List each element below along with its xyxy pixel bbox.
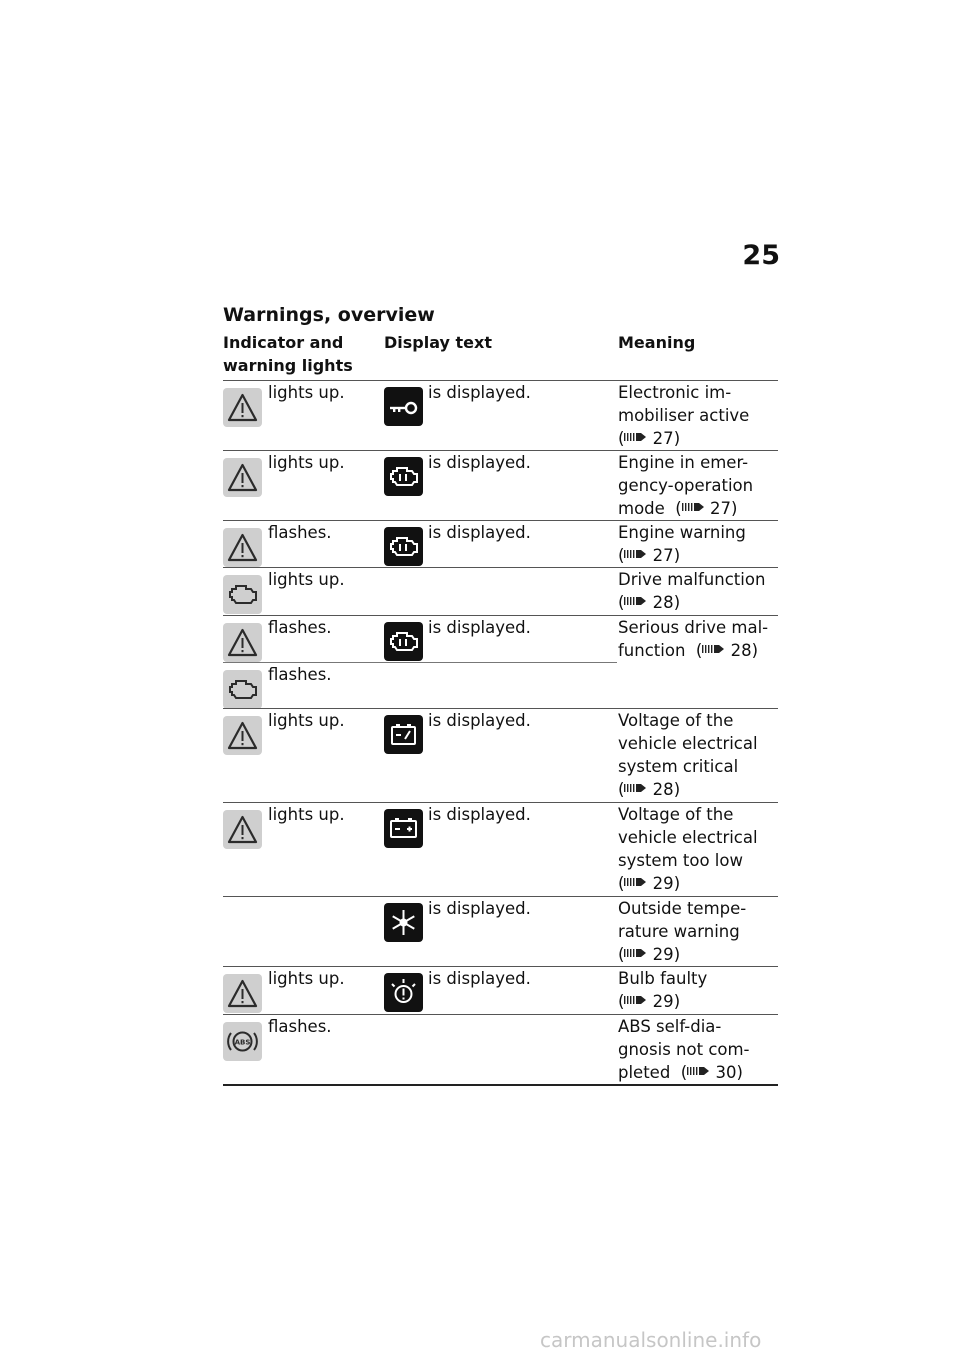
page-reference-number: 27 xyxy=(647,546,674,565)
warning-triangle-icon xyxy=(223,716,262,755)
meaning-line: Drive malfunction xyxy=(618,570,766,589)
meaning-line: Outside tempe- xyxy=(618,899,747,918)
indicator-state: lights up. xyxy=(268,453,345,472)
meaning-line: Voltage of the xyxy=(618,711,734,730)
engine-icon xyxy=(384,622,423,661)
page-reference-number: 29 xyxy=(647,874,674,893)
meaning-text xyxy=(618,1015,778,1084)
page-reference-number: 29 xyxy=(647,945,674,964)
reference-arrow-icon xyxy=(624,947,647,959)
key-icon xyxy=(384,387,423,426)
meaning-line: gnosis not com- xyxy=(618,1040,750,1059)
section-title: Warnings, overview xyxy=(223,304,435,326)
warning-triangle-icon xyxy=(223,810,262,849)
meaning-text xyxy=(618,803,778,895)
indicator-state: lights up. xyxy=(268,570,345,589)
display-state: is displayed. xyxy=(428,523,531,542)
meaning-line: vehicle electrical xyxy=(618,734,758,753)
column-header-indicator: Indicator and warning lights xyxy=(223,333,353,375)
page-reference[interactable]: ( 29) xyxy=(618,992,681,1011)
indicator-state: flashes. xyxy=(268,523,332,542)
battery-voltage-icon xyxy=(384,715,423,754)
page-reference[interactable]: ( 28) xyxy=(618,593,681,612)
page-reference-number: 30 xyxy=(710,1063,737,1082)
indicator-state: lights up. xyxy=(268,969,345,988)
warning-triangle-icon xyxy=(223,458,262,497)
reference-arrow-icon xyxy=(702,643,725,655)
page-reference-number: 28 xyxy=(725,641,752,660)
reference-arrow-icon xyxy=(624,782,647,794)
indicator-state: flashes. xyxy=(268,618,332,637)
reference-arrow-icon xyxy=(624,876,647,888)
meaning-line: Electronic im- xyxy=(618,383,732,402)
indicator-state: flashes. xyxy=(268,665,332,684)
page-reference[interactable]: ( 27) xyxy=(618,546,681,565)
page-reference-number: 28 xyxy=(647,593,674,612)
meaning-line: mobiliser active xyxy=(618,406,750,425)
display-state: is displayed. xyxy=(428,805,531,824)
display-state: is displayed. xyxy=(428,618,531,637)
indicator-state: lights up. xyxy=(268,805,345,824)
reference-arrow-icon xyxy=(624,431,647,443)
meaning-line: function ( 28) xyxy=(618,641,759,660)
reference-arrow-icon xyxy=(687,1065,710,1077)
bulb-fault-icon xyxy=(384,973,423,1012)
page-number: 25 xyxy=(742,240,780,271)
meaning-line: mode ( 27) xyxy=(618,499,738,518)
engine-icon xyxy=(384,527,423,566)
page-reference-number: 27 xyxy=(704,499,731,518)
warning-triangle-icon xyxy=(223,528,262,567)
meaning-line: Engine in emer- xyxy=(618,453,749,472)
warning-triangle-icon xyxy=(223,388,262,427)
meaning-line: system too low xyxy=(618,851,743,870)
meaning-text xyxy=(618,967,778,1013)
meaning-line: vehicle electrical xyxy=(618,828,758,847)
meaning-line: ABS self-dia- xyxy=(618,1017,722,1036)
warning-triangle-icon xyxy=(223,974,262,1013)
snowflake-icon xyxy=(384,903,423,942)
indicator-state: lights up. xyxy=(268,383,345,402)
warning-triangle-icon xyxy=(223,623,262,662)
indicator-state: flashes. xyxy=(268,1017,332,1036)
meaning-text xyxy=(618,521,778,567)
page-reference-number: 28 xyxy=(647,780,674,799)
abs-icon xyxy=(223,1022,262,1061)
reference-arrow-icon xyxy=(624,994,647,1006)
column-header-meaning: Meaning xyxy=(618,333,696,352)
meaning-line: Bulb faulty xyxy=(618,969,708,988)
column-header-display: Display text xyxy=(384,333,492,352)
meaning-line: Voltage of the xyxy=(618,805,734,824)
watermark: carmanualsonline.info xyxy=(540,1328,762,1352)
page-reference-number: 27 xyxy=(647,429,674,448)
indicator-state: lights up. xyxy=(268,711,345,730)
display-state: is displayed. xyxy=(428,969,531,988)
page-reference-number: 29 xyxy=(647,992,674,1011)
engine-icon xyxy=(223,670,262,709)
page-reference[interactable]: ( 29) xyxy=(618,874,681,893)
svg-text:ABS: ABS xyxy=(234,1038,251,1047)
meaning-line: pleted ( 30) xyxy=(618,1063,743,1082)
engine-icon xyxy=(384,457,423,496)
meaning-text xyxy=(618,897,778,966)
display-state: is displayed. xyxy=(428,453,531,472)
page-reference[interactable]: ( 29) xyxy=(618,945,681,964)
battery-icon xyxy=(384,809,423,848)
page-reference[interactable]: ( 28) xyxy=(618,780,681,799)
meaning-text xyxy=(618,709,778,801)
reference-arrow-icon xyxy=(682,501,705,513)
display-state: is displayed. xyxy=(428,383,531,402)
table-bottom-rule xyxy=(223,1084,778,1086)
meaning-line: rature warning xyxy=(618,922,740,941)
engine-icon xyxy=(223,575,262,614)
page-reference[interactable]: ( 27) xyxy=(618,429,681,448)
meaning-text xyxy=(618,381,778,450)
display-state: is displayed. xyxy=(428,711,531,730)
reference-arrow-icon xyxy=(624,595,647,607)
meaning-line: Serious drive mal- xyxy=(618,618,769,637)
meaning-text xyxy=(618,568,778,614)
reference-arrow-icon xyxy=(624,548,647,560)
meaning-line: Engine warning xyxy=(618,523,746,542)
meaning-text xyxy=(618,616,778,662)
meaning-text xyxy=(618,451,778,520)
meaning-line: gency-operation xyxy=(618,476,754,495)
display-state: is displayed. xyxy=(428,899,531,918)
meaning-line: system critical xyxy=(618,757,739,776)
